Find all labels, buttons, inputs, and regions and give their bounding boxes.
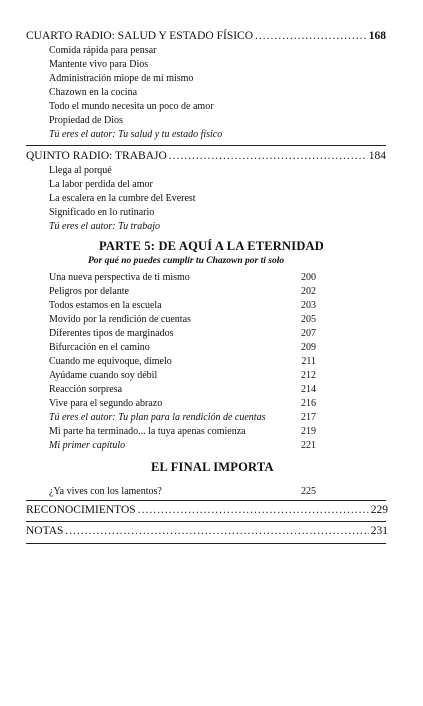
dot-leader [255, 30, 367, 42]
toc-heading-reconocimientos [26, 504, 388, 516]
dot-leader [65, 525, 368, 537]
toc-entry-page: 219 [301, 426, 316, 437]
toc-subitem: Chazown en la cocina [49, 87, 138, 98]
toc-entry-author: Tú eres el autor: Tu plan para la rendición de cuentas [49, 412, 266, 423]
toc-entry-author: Mi primer capítulo [49, 440, 126, 451]
toc-entry: Mi parte ha terminado... la tuya apenas comienza [49, 426, 246, 437]
toc-heading-notas [26, 525, 388, 537]
toc-entry-page: 217 [301, 412, 316, 423]
toc-entry-page: 214 [301, 384, 316, 395]
toc-entry: Movido por la rendición de cuentas [49, 314, 191, 325]
toc-subitem: Comida rápida para pensar [49, 45, 157, 56]
toc-entry: Todos estamos en la escuela [49, 300, 162, 311]
section-divider [26, 521, 386, 522]
dot-leader [169, 150, 367, 162]
dot-leader [138, 504, 369, 516]
toc-entry: Diferentes tipos de marginados [49, 328, 174, 339]
section-divider [26, 145, 386, 146]
toc-subitem: Llega al porqué [49, 165, 112, 176]
toc-entry: Reacción sorpresa [49, 384, 123, 395]
toc-entry-page: 211 [301, 356, 316, 367]
toc-entry-page: 212 [301, 370, 316, 381]
toc-subitem: Significado en lo rutinario [49, 207, 155, 218]
toc-entry-page: 221 [301, 440, 316, 451]
toc-entry-page: 225 [301, 486, 316, 497]
toc-entry-page: 200 [301, 272, 316, 283]
toc-heading-page: 229 [370, 504, 388, 516]
toc-heading-title: CUARTO RADIO: SALUD Y ESTADO FÍSICO [26, 30, 254, 42]
part-title: PARTE 5: DE AQUÍ A LA ETERNIDAD [99, 239, 325, 253]
part-title: EL FINAL IMPORTA [151, 460, 274, 474]
toc-subitem: Administración miope de mí mismo [49, 73, 194, 84]
toc-entry-page: 209 [301, 342, 316, 353]
toc-heading-title: QUINTO RADIO: TRABAJO [26, 150, 167, 162]
toc-subitem: La labor perdida del amor [49, 179, 153, 190]
section-divider [26, 500, 386, 501]
toc-heading-title: NOTAS [26, 525, 64, 537]
toc-entry: ¿Ya vives con los lamentos? [49, 486, 162, 497]
toc-subitem-author: Tú eres el autor: Tu trabajo [49, 221, 161, 232]
toc-entry-page: 207 [301, 328, 316, 339]
toc-heading-quinto-radio [26, 150, 386, 162]
toc-entry: Una nueva perspectiva de ti mismo [49, 272, 190, 283]
toc-heading-title: RECONOCIMIENTOS [26, 504, 136, 516]
toc-subitem-author: Tú eres el autor: Tu salud y tu estado físico [49, 129, 223, 140]
toc-entry: Vive para el segundo abrazo [49, 398, 163, 409]
toc-entry: Peligros por delante [49, 286, 129, 297]
toc-subitem: Mantente vivo para Dios [49, 59, 149, 70]
toc-heading-page: 168 [368, 30, 386, 42]
toc-entry: Bifurcación en el camino [49, 342, 150, 353]
toc-entry: Ayúdame cuando soy débil [49, 370, 158, 381]
toc-entry: Cuando me equivoque, dímelo [49, 356, 172, 367]
toc-entry-page: 203 [301, 300, 316, 311]
toc-subitem: Todo el mundo necesita un poco de amor [49, 101, 214, 112]
toc-heading-cuarto-radio [26, 30, 386, 42]
toc-entry-page: 205 [301, 314, 316, 325]
toc-heading-page: 231 [370, 525, 388, 537]
toc-entry-page: 216 [301, 398, 316, 409]
part-subtitle: Por qué no puedes cumplir tu Chazown por ti solo [88, 256, 285, 266]
section-divider [26, 543, 386, 544]
toc-subitem: La escalera en la cumbre del Everest [49, 193, 196, 204]
toc-heading-page: 184 [368, 150, 386, 162]
toc-entry-page: 202 [301, 286, 316, 297]
toc-subitem: Propiedad de Dios [49, 115, 123, 126]
